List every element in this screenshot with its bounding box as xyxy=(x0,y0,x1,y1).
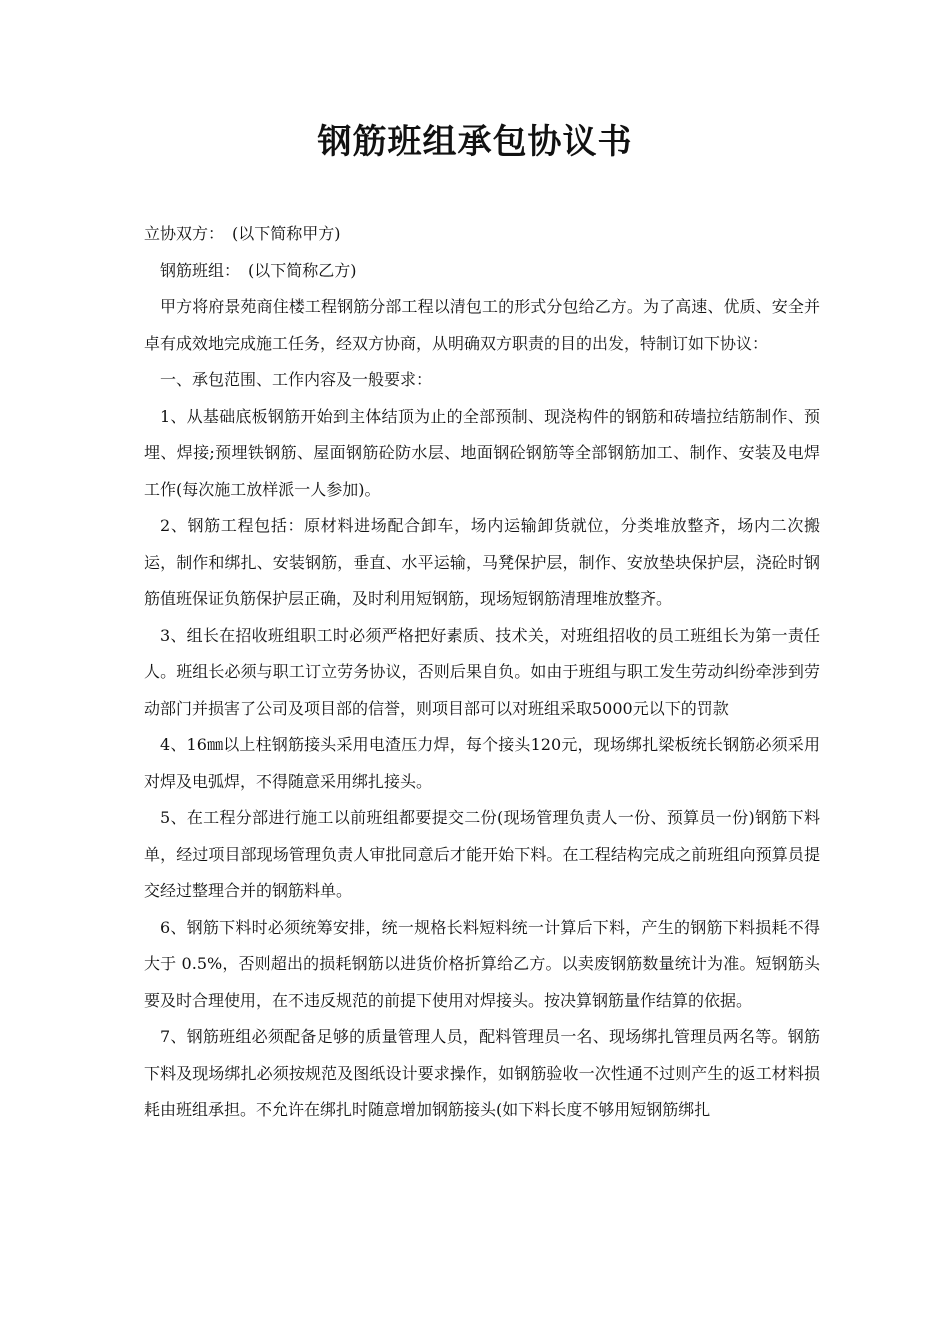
paragraph-intro: 甲方将府景苑商住楼工程钢筋分部工程以清包工的形式分包给乙方。为了高速、优质、安全并卓有成效地完成施工任务，经双方协商，从明确双方职责的目的出发，特制订如下协议： xyxy=(144,297,820,353)
paragraph-party-b: 钢筋班组： (以下简称乙方) xyxy=(160,260,357,280)
clause-3: 3、组长在招收班组职工时必须严格把好素质、技术关，对班组招收的员工班组长为第一责任人。班组长必须与职工订立劳务协议，否则后果自负。如由于班组与职工发生劳动纠纷牵涉到劳动部门并损害了公司及项目部的信誉，则项目部可以对班组采取5000元以下的罚款 xyxy=(144,625,820,718)
clause-2: 2、钢筋工程包括：原材料进场配合卸车，场内运输卸货就位，分类堆放整齐，场内二次搬运，制作和绑扎、安装钢筋，垂直、水平运输，马凳保护层，制作、安放垫块保护层，浇砼时钢筋值班保证负筋保护层正确，及时利用短钢筋，现场短钢筋清理堆放整齐。 xyxy=(144,516,820,608)
clause-1: 1、从基础底板钢筋开始到主体结顶为止的全部预制、现浇构件的钢筋和砖墙拉结筋制作、预埋、焊接;预埋铁钢筋、屋面钢筋砼防水层、地面钢砼钢筋等全部钢筋加工、制作、安装及电焊工作(每次施工放样派一人参加)。 xyxy=(144,406,820,499)
clause-5: 5、在工程分部进行施工以前班组都要提交二份(现场管理负责人一份、预算员一份)钢筋下料单，经过项目部现场管理负责人审批同意后才能开始下料。在工程结构完成之前班组向预算员提交经过整理合并的钢筋料单。 xyxy=(144,808,820,900)
clause-7: 7、钢筋班组必须配备足够的质量管理人员，配料管理员一名、现场绑扎管理员两名等。钢筋下料及现场绑扎必须按规范及图纸设计要求操作，如钢筋验收一次性通不过则产生的返工材料损耗由班组承担。不允许在绑扎时随意增加钢筋接头(如下料长度不够用短钢筋绑扎 xyxy=(144,1027,820,1119)
document-body xyxy=(144,216,820,1129)
paragraph-party-a: 立协双方： (以下简称甲方) xyxy=(144,224,341,243)
document-title: 钢筋班组承包协议书 xyxy=(317,122,633,162)
clause-6: 6、钢筋下料时必须统筹安排，统一规格长料短料统一计算后下料，产生的钢筋下料损耗不得大于 0.5%，否则超出的损耗钢筋以进货价格折算给乙方。以卖废钢筋数量统计为准。短钢筋头要及时合理使用，在不违反规范的前提下使用对焊接头。按决算钢筋量作结算的依据。 xyxy=(144,917,820,1010)
clause-4: 4、16㎜以上柱钢筋接头采用电渣压力焊，每个接头120元，现场绑扎梁板统长钢筋必须采用对焊及电弧焊，不得随意采用绑扎接头。 xyxy=(144,735,820,791)
section-heading-scope: 一、承包范围、工作内容及一般要求： xyxy=(160,370,433,389)
